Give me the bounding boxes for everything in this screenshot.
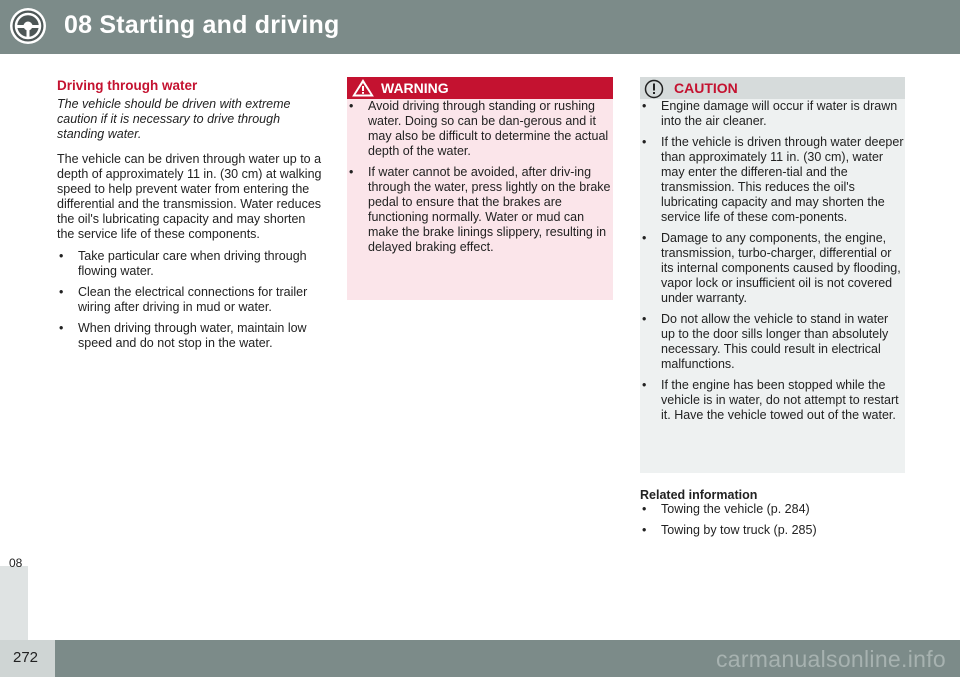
list-item: • If the engine has been stopped while the vehicle is in water, do not attempt to restart it. Have the vehicle towed out of the water. <box>642 378 899 422</box>
related-title: Related information <box>640 488 758 502</box>
main-section <box>57 78 323 357</box>
related-link-towing-vehicle[interactable]: • Towing the vehicle (p. 284) <box>642 502 810 516</box>
section-title: Driving through water <box>57 78 198 93</box>
caution-list <box>640 99 905 423</box>
warning-title: WARNING <box>381 80 449 96</box>
list-item: • If the vehicle is driven through water deeper than approximately 11 in. (30 cm), water may enter the differen-tial and the transmission. This reduces the oil's lubricating capacity and may shorten the service life of these com-ponents. <box>642 135 904 224</box>
bullet-icon: • <box>642 312 647 326</box>
bullet-icon: • <box>59 321 64 335</box>
bullet-icon: • <box>349 165 354 179</box>
related-list <box>640 502 905 538</box>
warning-list <box>347 99 613 255</box>
list-item: • Engine damage will occur if water is drawn into the air cleaner. <box>642 99 898 128</box>
bullet-icon: • <box>642 523 647 537</box>
caution-box <box>640 77 905 473</box>
section-bullet-list <box>57 249 323 351</box>
bullet-icon: • <box>349 99 354 113</box>
bullet-icon: • <box>59 285 64 299</box>
list-item: • Avoid driving through standing or rushing water. Doing so can be dan-gerous and it may also be difficult to determine the actual depth of the water. <box>349 99 609 158</box>
steering-wheel-icon <box>8 6 48 46</box>
list-item: • When driving through water, maintain low speed and do not stop in the water. <box>59 321 307 350</box>
list-item: • Take particular care when driving through flowing water. <box>59 249 307 278</box>
side-margin <box>0 54 55 619</box>
related-information <box>640 488 905 544</box>
section-intro: The vehicle should be driven with extreme caution if it is necessary to drive through standing water. <box>57 97 291 141</box>
caution-circle-icon <box>644 79 664 99</box>
list-item: • Do not allow the vehicle to stand in water up to the door sills longer than absolutely necessary. This could result in electrical malfunctions. <box>642 312 889 371</box>
warning-header <box>347 77 613 99</box>
bullet-icon: • <box>642 99 647 113</box>
bullet-icon: • <box>642 502 647 516</box>
list-item: • Clean the electrical connections for trailer wiring after driving in mud or water. <box>59 285 308 314</box>
bullet-icon: • <box>642 231 647 245</box>
bullet-icon: • <box>642 135 647 149</box>
caution-title: CAUTION <box>674 80 738 96</box>
chapter-number: 08 <box>9 556 23 570</box>
list-item: • Damage to any components, the engine, transmission, turbo-charger, differential or its internal components caused by flooding, vapor lock or insufficient oil is not covered under warranty. <box>642 231 901 305</box>
header-logo-area <box>0 0 55 54</box>
caution-header <box>640 77 905 99</box>
warning-triangle-icon <box>352 79 374 97</box>
watermark: carmanualsonline.info <box>715 646 946 672</box>
page-title: 08 Starting and driving <box>64 11 340 39</box>
list-item: • If water cannot be avoided, after driv-ing through the water, press lightly on the brake pedal to ensure that the brakes are functioning normally. Water or mud can make the brake linings slippery, resulting in delayed braking effect. <box>349 165 611 254</box>
page-number: 272 <box>13 649 39 666</box>
section-body: The vehicle can be driven through water up to a depth of approximately 11 in. (30 cm) at walking speed to help prevent water from entering the differential and the transmission. Water reduces the oil's lubricating capacity and may shorten the service life of these components. <box>57 152 322 241</box>
bullet-icon: • <box>59 249 64 263</box>
bullet-icon: • <box>642 378 647 392</box>
warning-box <box>347 77 613 300</box>
related-link-tow-truck[interactable]: • Towing by tow truck (p. 285) <box>642 523 817 537</box>
